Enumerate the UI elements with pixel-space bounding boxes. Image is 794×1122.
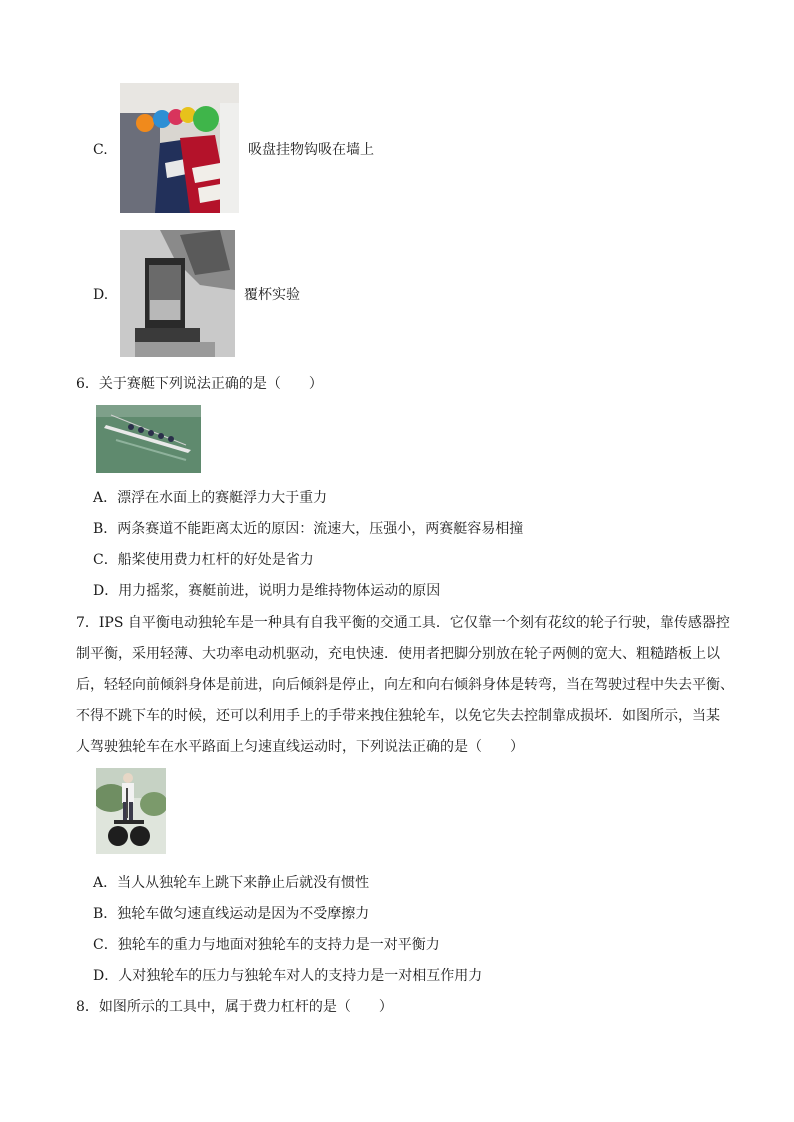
option-d-text: 覆杯实验 xyxy=(244,287,300,303)
option-d-label: D. xyxy=(93,287,109,303)
option-c-text: 吸盘挂物钩吸在墙上 xyxy=(248,142,374,158)
question-7-stem-line-5: 人驾驶独轮车在水平路面上匀速直线运动时，下列说法正确的是（ ） xyxy=(76,739,524,755)
question-7-stem-line-2: 制平衡，采用轻薄、大功率电动机驱动，充电快速．使用者把脚分别放在轮子两侧的宽大、粗糙踏板上以 xyxy=(76,646,720,662)
question-7-option-c: C．独轮车的重力与地面对独轮车的支持力是一对平衡力 xyxy=(93,937,440,953)
inverted-cup-photo xyxy=(120,230,235,357)
question-7-stem-line-3: 后，轻轻向前倾斜身体是前进，向后倾斜是停止，向左和向右倾斜身体是转弯，当在驾驶过程中失去平衡、 xyxy=(76,677,734,693)
question-6-option-c: C．船桨使用费力杠杆的好处是省力 xyxy=(93,552,314,568)
question-7-stem-line-1: 7．IPS 自平衡电动独轮车是一种具有自我平衡的交通工具．它仅靠一个刻有花纹的轮子行驶，靠传感器控 xyxy=(76,615,730,631)
question-6-stem: 6．关于赛艇下列说法正确的是（ ） xyxy=(76,376,323,392)
question-7-option-a: A．当人从独轮车上跳下来静止后就没有惯性 xyxy=(93,875,370,891)
question-6-option-b: B．两条赛道不能距离太近的原因：流速大，压强小，两赛艇容易相撞 xyxy=(93,521,524,537)
question-7-stem-line-4: 不得不跳下车的时候，还可以利用手上的手带来拽住独轮车，以免它失去控制靠成损坏．如图所示，当某 xyxy=(76,708,720,724)
suction-hook-photo xyxy=(120,83,239,213)
question-6-option-a: A．漂浮在水面上的赛艇浮力大于重力 xyxy=(93,490,328,506)
question-7-option-b: B．独轮车做匀速直线运动是因为不受摩擦力 xyxy=(93,906,370,922)
question-7-option-d: D．人对独轮车的压力与独轮车对人的支持力是一对相互作用力 xyxy=(93,968,483,984)
option-c-label: C. xyxy=(93,142,108,158)
rowing-boat-photo xyxy=(96,405,201,473)
question-6-option-d: D．用力摇浆，赛艇前进，说明力是维持物体运动的原因 xyxy=(93,583,441,599)
unicycle-rider-photo xyxy=(96,768,166,854)
question-8-stem: 8．如图所示的工具中，属于费力杠杆的是（ ） xyxy=(76,999,393,1015)
